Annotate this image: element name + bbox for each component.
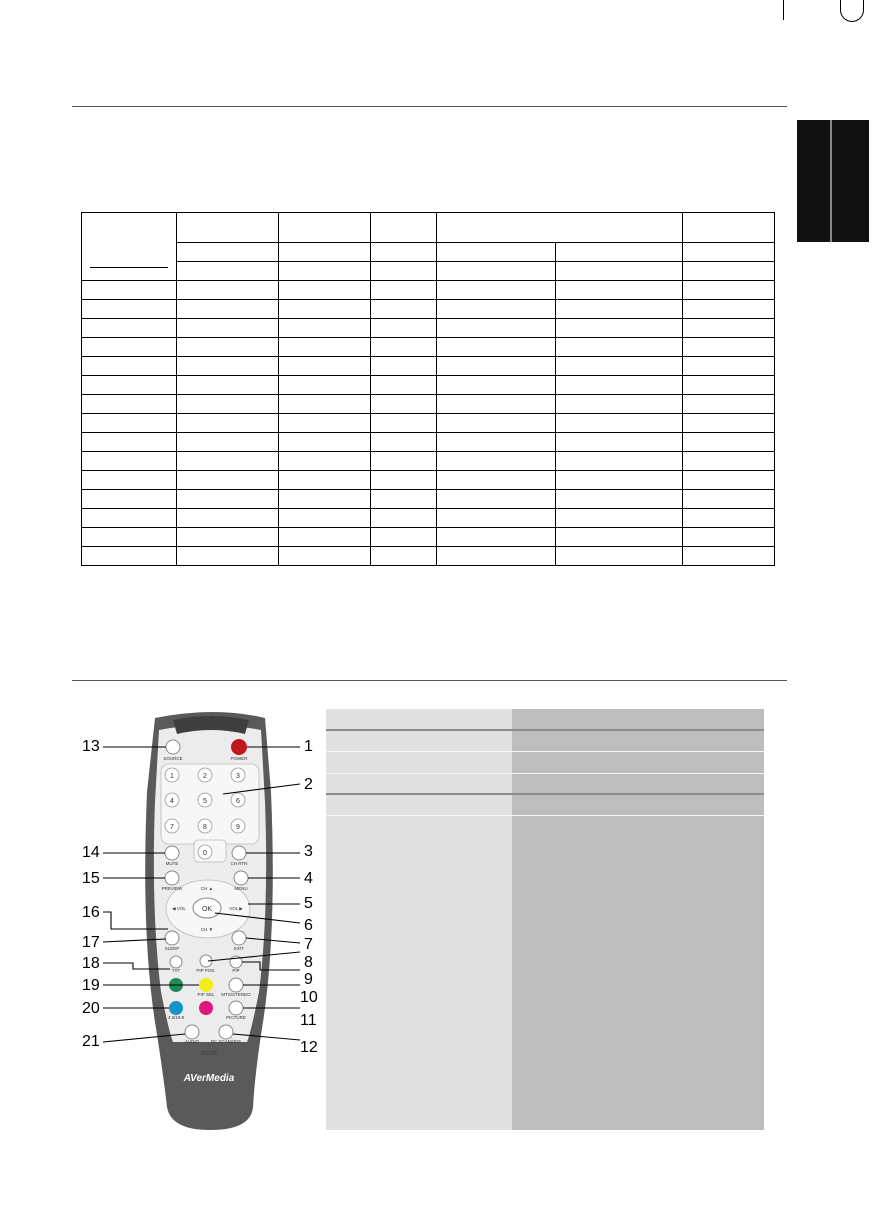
picture-button: [229, 1001, 243, 1015]
magenta-button: [199, 1001, 213, 1015]
mts-stereo-button: [229, 978, 243, 992]
exit-caption: EXIT: [233, 946, 245, 951]
table-row: [82, 452, 775, 471]
panel-rule-thin: [326, 773, 764, 774]
vol-right-caption: VOL ▶: [229, 906, 243, 911]
audio-button: [185, 1025, 199, 1039]
panel-rule-thin: [326, 815, 764, 816]
callout-2: 2: [304, 776, 313, 793]
ch-rtn-button: [232, 846, 246, 860]
table-row: [82, 281, 775, 300]
table-header-cell: [177, 213, 279, 243]
callout-1: 1: [304, 738, 313, 755]
pip-caption: PIP: [232, 968, 240, 973]
digit-9: 9: [236, 824, 240, 831]
table-subheader-row: [82, 262, 775, 281]
mute-caption: MUTE: [165, 861, 179, 866]
table-header-row: [82, 213, 775, 243]
menu-caption: MENU: [234, 886, 248, 891]
table-row: [82, 547, 775, 566]
brand-logo: AVerMedia: [183, 1073, 235, 1084]
top-hole-mark: [840, 0, 864, 22]
yellow-button: [199, 978, 213, 992]
table-row: [82, 490, 775, 509]
callout-16: 16: [82, 904, 100, 921]
audio-caption: AUDIO: [184, 1039, 200, 1044]
callout-6: 6: [304, 917, 313, 934]
table-header-cell: [437, 213, 683, 243]
sleep-caption: SLEEP: [164, 946, 180, 951]
digit-6: 6: [236, 798, 240, 805]
section-rule-top: [72, 106, 787, 107]
button-function-panel: [326, 709, 764, 1130]
section-rule-bottom: [72, 680, 787, 681]
callout-13: 13: [82, 738, 100, 755]
mts-caption: MTS/STEREO: [221, 992, 251, 997]
table-subheader-row: [82, 243, 775, 262]
digit-8: 8: [203, 824, 207, 831]
callout-14: 14: [82, 844, 100, 861]
rs-caption: RS-76: [201, 1051, 217, 1057]
exit-button: [232, 931, 246, 945]
blue-button: [169, 1001, 183, 1015]
callout-18: 18: [82, 955, 100, 972]
table-row: [82, 338, 775, 357]
digit-7: 7: [170, 824, 174, 831]
ok-label: OK: [201, 906, 213, 913]
preview-caption: PREVIEW: [161, 886, 183, 891]
menu-button: [234, 871, 248, 885]
table-header-cell: [371, 213, 437, 243]
pc-scan-button: [219, 1025, 233, 1039]
table-row: [82, 433, 775, 452]
power-caption: POWER: [230, 756, 248, 761]
table-row: [82, 357, 775, 376]
pip-pos-caption: PIP POS.: [196, 968, 216, 973]
table-row: [82, 300, 775, 319]
callout-21: 21: [82, 1033, 100, 1050]
pc-scan-caption: PC SCAN/IRIS: [210, 1039, 242, 1044]
table-header-cell: [683, 213, 775, 243]
table-row: [82, 509, 775, 528]
callout-12: 12: [300, 1039, 318, 1056]
table-row: [82, 319, 775, 338]
callout-5: 5: [304, 895, 313, 912]
callout-3: 3: [304, 843, 313, 860]
digit-5: 5: [203, 798, 207, 805]
remote-control-illustration: [75, 712, 325, 1132]
table-header-cell: [82, 213, 177, 281]
ch-down-caption: CH ▼: [200, 927, 214, 932]
digit-0: 0: [203, 850, 207, 857]
power-button: [231, 739, 247, 755]
table-row: [82, 414, 775, 433]
table-row: [82, 395, 775, 414]
callout-4: 4: [304, 870, 313, 887]
txt-button: [170, 956, 182, 968]
spec-table: [81, 212, 775, 566]
digit-2: 2: [203, 773, 207, 780]
panel-rule: [326, 729, 764, 731]
digit-4: 4: [170, 798, 174, 805]
ch-rtn-caption: CH RTN: [230, 861, 248, 866]
table-header-cell: [279, 213, 371, 243]
picture-caption: PICTURE: [226, 1015, 246, 1020]
pip-sel-caption: PIP SEL: [197, 992, 215, 997]
callout-10: 10: [300, 989, 318, 1006]
callout-8: 8: [304, 954, 313, 971]
txt-caption: TXT: [171, 968, 181, 973]
callout-9: 9: [304, 971, 313, 988]
side-tab-divider: [830, 120, 832, 242]
callout-7: 7: [304, 936, 313, 953]
sleep-button: [165, 931, 179, 945]
source-caption: SOURCE: [163, 756, 183, 761]
callout-20: 20: [82, 1000, 100, 1017]
table-row: [82, 376, 775, 395]
aspect-caption: 4:3/16:9: [167, 1015, 185, 1020]
mute-button: [165, 846, 179, 860]
panel-rule: [326, 793, 764, 795]
callout-11: 11: [300, 1012, 317, 1029]
callout-19: 19: [82, 977, 100, 994]
callout-17: 17: [82, 934, 100, 951]
panel-rule-thin: [326, 751, 764, 752]
digit-3: 3: [236, 773, 240, 780]
callout-15: 15: [82, 870, 100, 887]
vol-left-caption: ◀ VOL: [172, 906, 186, 911]
source-button: [166, 740, 180, 754]
top-rule-line: [783, 0, 784, 20]
ch-up-caption: CH ▲: [200, 886, 214, 891]
language-side-tab: [797, 120, 869, 242]
table-row: [82, 471, 775, 490]
digit-1: 1: [170, 773, 174, 780]
table-row: [82, 528, 775, 547]
preview-button: [165, 871, 179, 885]
